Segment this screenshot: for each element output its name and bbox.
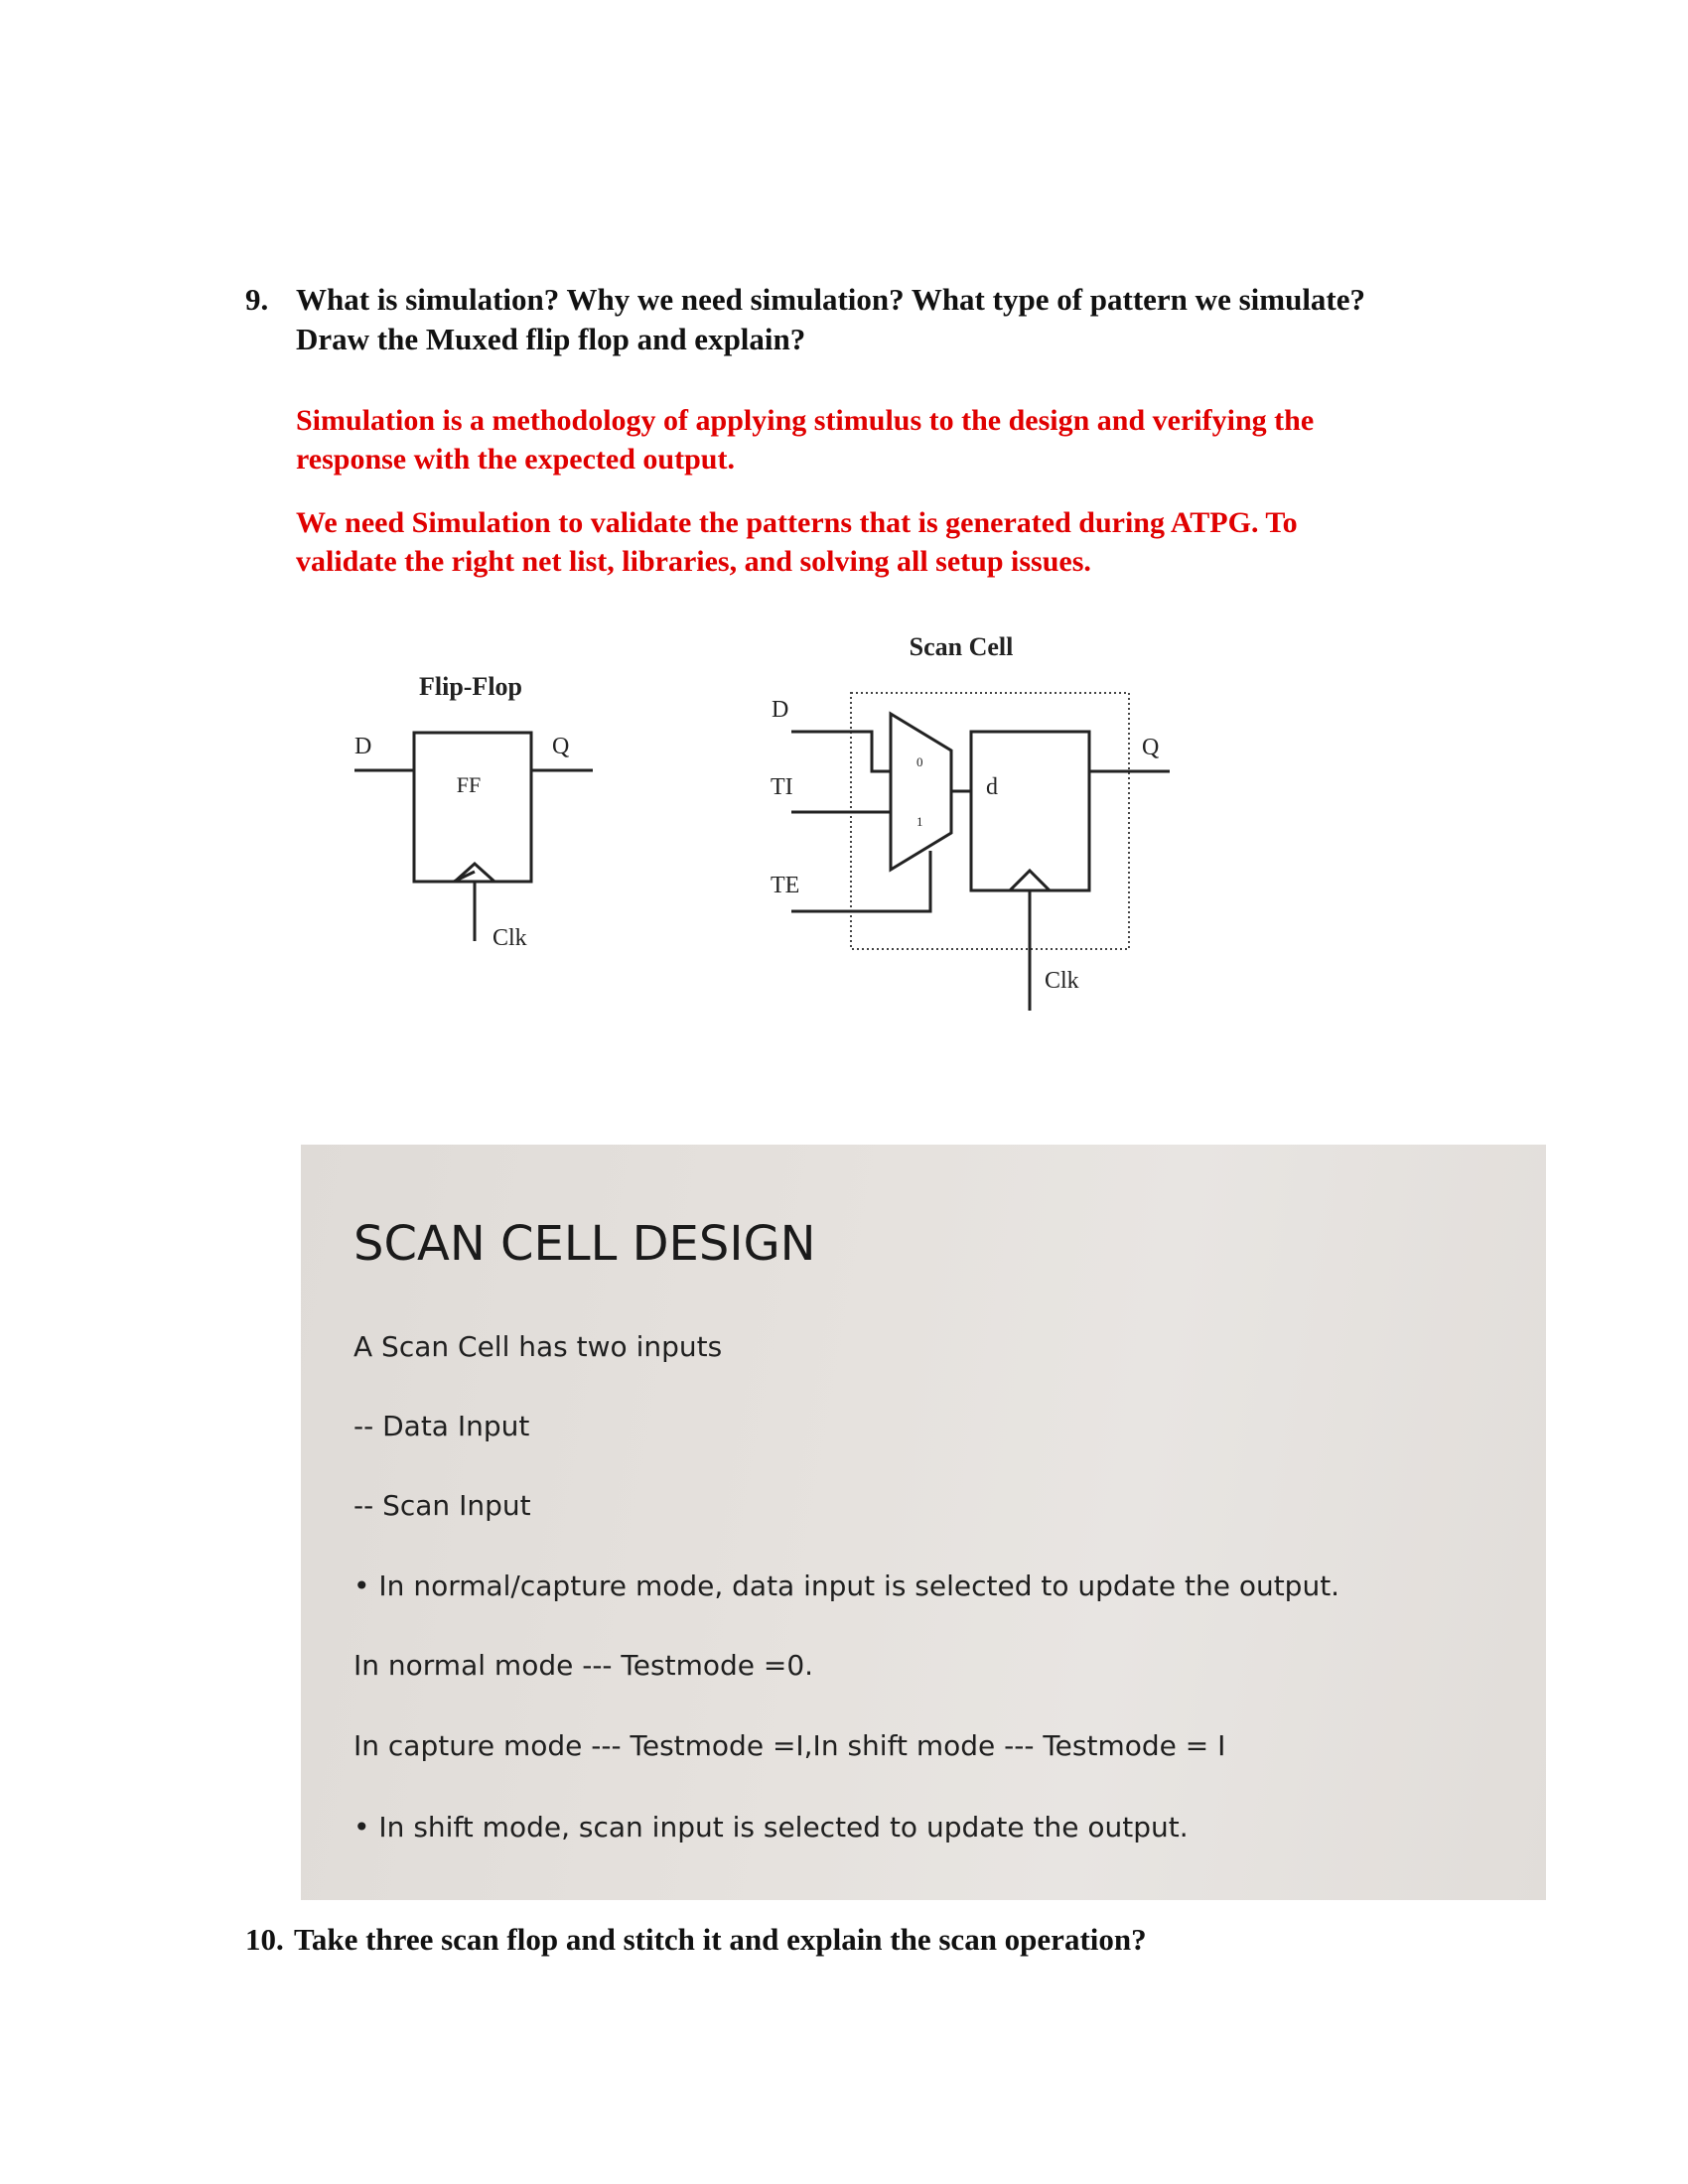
- scan-cell-diagram: [791, 714, 1170, 1011]
- flip-flop-diagram: [354, 733, 593, 941]
- slide-line-2: -- Data Input: [353, 1410, 530, 1442]
- sc-title: Scan Cell: [909, 632, 1014, 661]
- slide-line-5: In normal mode --- Testmode =0.: [353, 1649, 814, 1682]
- slide-line-4: • In normal/capture mode, data input is selected to update the output.: [353, 1570, 1340, 1602]
- answer-2-line-1: We need Simulation to validate the patterns that is generated during ATPG. To: [296, 506, 1298, 539]
- slide-line-3: -- Scan Input: [353, 1489, 531, 1522]
- question-9-number: 9.: [245, 282, 269, 317]
- sc-d-wire: [791, 732, 891, 771]
- sc-clk-label: Clk: [1045, 968, 1079, 994]
- ff-q-label: Q: [552, 734, 570, 759]
- answer-1-line-2: response with the expected output.: [296, 443, 735, 476]
- answer-1-line-1: Simulation is a methodology of applying stimulus to the design and verifying the: [296, 404, 1315, 437]
- slide-title: SCAN CELL DESIGN: [353, 1216, 816, 1272]
- sc-mux: [891, 714, 951, 870]
- slide-scan-cell-design: [301, 1145, 1546, 1900]
- sc-te-label: TE: [771, 873, 800, 898]
- sc-ff-box: [971, 732, 1089, 890]
- ff-clk-label: Clk: [492, 925, 527, 951]
- sc-mux-in0-label: 0: [916, 754, 923, 769]
- slide-line-1: A Scan Cell has two inputs: [353, 1330, 723, 1363]
- sc-ti-label: TI: [771, 774, 793, 800]
- sc-mux-in1-label: 1: [916, 814, 923, 829]
- ff-box-label: FF: [456, 772, 482, 797]
- flip-flop-box: [414, 733, 531, 882]
- question-10-text: Take three scan flop and stitch it and explain the scan operation?: [294, 1922, 1147, 1957]
- ff-d-label: D: [354, 734, 372, 759]
- answer-2-line-2: validate the right net list, libraries, and solving all setup issues.: [296, 545, 1091, 578]
- question-10-number: 10.: [245, 1922, 284, 1957]
- slide-line-6: In capture mode --- Testmode =I,In shift mode --- Testmode = I: [353, 1729, 1226, 1762]
- sc-clock-edge: [1010, 871, 1050, 890]
- question-9-line-2: Draw the Muxed flip flop and explain?: [296, 322, 806, 356]
- sc-q-label: Q: [1142, 735, 1160, 760]
- sc-d-label: D: [772, 697, 789, 723]
- question-9-line-1: What is simulation? Why we need simulation? What type of pattern we simulate?: [296, 282, 1366, 317]
- sc-ff-label: d: [986, 774, 998, 800]
- ff-title: Flip-Flop: [418, 672, 523, 701]
- slide-line-7: • In shift mode, scan input is selected to update the output.: [353, 1811, 1189, 1843]
